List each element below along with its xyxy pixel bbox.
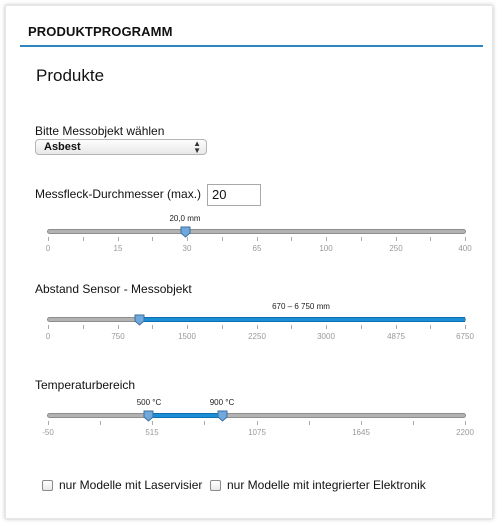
spot-diameter-minor-tick [222, 237, 223, 241]
distance-label: Abstand Sensor - Messobjekt [35, 282, 192, 296]
temperature-high-thumb[interactable] [217, 410, 228, 422]
distance-tick-label: 750 [111, 332, 125, 341]
temperature-tick [257, 421, 258, 425]
header-divider [20, 45, 483, 47]
distance-minor-tick [83, 325, 84, 329]
spot-diameter-minor-tick [430, 237, 431, 241]
spot-diameter-tick-label: 30 [182, 244, 192, 253]
spot-diameter-tick [48, 237, 49, 241]
temperature-minor-tick [204, 421, 205, 425]
spot-diameter-minor-tick [83, 237, 84, 241]
temperature-tick-label: -50 [42, 428, 54, 437]
spot-diameter-tick [465, 237, 466, 241]
laser-checkbox-label: nur Modelle mit Laservisier [59, 478, 203, 492]
distance-tick-label: 3000 [317, 332, 335, 341]
spot-diameter-tick [396, 237, 397, 241]
spot-diameter-tick [187, 237, 188, 241]
temperature-tick-label: 515 [145, 428, 159, 437]
spot-diameter-tick [257, 237, 258, 241]
temperature-low-label: 500 °C [136, 398, 162, 407]
distance-value-label: 670 – 6 750 mm [272, 302, 330, 311]
spot-diameter-track[interactable] [47, 229, 466, 234]
temperature-tick [465, 421, 466, 425]
product-panel [5, 5, 493, 519]
spot-diameter-minor-tick [152, 237, 153, 241]
spot-diameter-tick-label: 0 [45, 244, 51, 253]
distance-minor-tick [291, 325, 292, 329]
distance-tick-label: 1500 [178, 332, 196, 341]
temperature-tick [152, 421, 153, 425]
distance-minor-tick [361, 325, 362, 329]
spot-diameter-input[interactable]: 20 [207, 184, 261, 206]
spot-diameter-tick [118, 237, 119, 241]
spot-diameter-minor-tick [291, 237, 292, 241]
spot-diameter-tick-label: 65 [252, 244, 262, 253]
distance-tick [326, 325, 327, 329]
electronics-checkbox[interactable] [210, 480, 221, 491]
distance-tick [187, 325, 188, 329]
distance-tick [48, 325, 49, 329]
header-title: PRODUKTPROGRAMM [28, 24, 173, 39]
spot-diameter-minor-tick [361, 237, 362, 241]
distance-minor-tick [430, 325, 431, 329]
spot-diameter-label: Messfleck-Durchmesser (max.) [35, 187, 202, 201]
measurement-object-select[interactable] [35, 139, 207, 155]
temperature-minor-tick [413, 421, 414, 425]
distance-tick [257, 325, 258, 329]
spot-diameter-value-label: 20,0 mm [169, 214, 201, 223]
spot-diameter-tick-label: 400 [458, 244, 472, 253]
distance-minor-tick [152, 325, 153, 329]
temperature-high-label: 900 °C [209, 398, 235, 407]
temperature-tick [361, 421, 362, 425]
distance-tick-label: 0 [45, 332, 51, 341]
distance-tick [396, 325, 397, 329]
spot-diameter-tick-label: 15 [113, 244, 123, 253]
spot-diameter-thumb[interactable] [180, 226, 191, 238]
distance-tick-label: 6750 [456, 332, 474, 341]
select-arrows-icon: ▲ ▼ [193, 139, 201, 155]
measurement-object-label: Bitte Messobjekt wählen [35, 124, 165, 138]
temperature-tick-label: 1645 [352, 428, 370, 437]
spot-diameter-tick-label: 100 [319, 244, 333, 253]
distance-tick [465, 325, 466, 329]
temperature-tick [48, 421, 49, 425]
temperature-tick-label: 1075 [248, 428, 266, 437]
laser-checkbox[interactable] [42, 480, 53, 491]
measurement-object-selected: Asbest [44, 141, 81, 153]
temperature-tick-label: 2200 [456, 428, 474, 437]
temperature-track[interactable] [47, 413, 466, 418]
temperature-range-fill [149, 413, 223, 418]
distance-minor-tick [222, 325, 223, 329]
spot-diameter-tick [326, 237, 327, 241]
distance-thumb[interactable] [134, 314, 145, 326]
temperature-label: Temperaturbereich [35, 378, 136, 392]
electronics-checkbox-label: nur Modelle mit integrierter Elektronik [227, 478, 426, 492]
distance-range-fill [140, 317, 465, 322]
spot-diameter-tick-label: 250 [389, 244, 403, 253]
section-title: Produkte [36, 66, 105, 85]
distance-tick-label: 4875 [387, 332, 405, 341]
temperature-minor-tick [100, 421, 101, 425]
distance-tick-label: 2250 [248, 332, 266, 341]
temperature-minor-tick [309, 421, 310, 425]
distance-tick [118, 325, 119, 329]
